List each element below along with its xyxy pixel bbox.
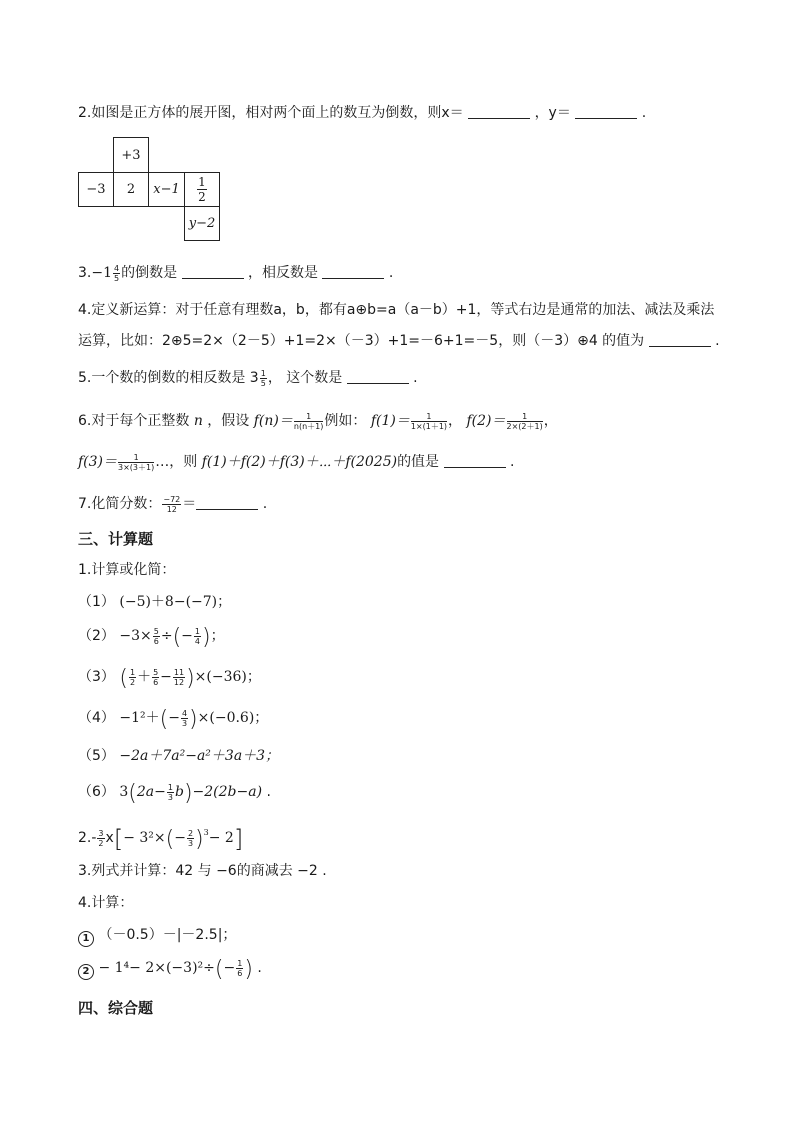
calc-1-item-4: （4） −1²＋(− $\frac{4}{3}$ )×(−0.6)； [78, 707, 269, 732]
answer-blank-q4[interactable] [649, 332, 711, 347]
answer-blank-q5[interactable] [347, 369, 409, 384]
question-7: 7.化简分数： $\frac{-72}{12}$ ＝ . [78, 494, 268, 514]
circled-number-2: 2 [78, 964, 94, 980]
net-face-bottom: y−2 [184, 206, 220, 241]
calc-3: 3.列式并计算：42 与 −6的商减去 −2 . [78, 863, 327, 879]
question-2-text-y: ，y＝ [534, 105, 571, 121]
calc-2: 2.- $\frac{3}{2}$ x[− 3²×(− $\frac{2}{3}$ )$^3$− 2] [78, 825, 244, 853]
answer-blank-opposite[interactable] [322, 264, 384, 279]
net-face-4: 1 2 [184, 172, 220, 207]
calc-1-item-5: （5） −2a＋7a²−a²＋3a＋3； [78, 748, 280, 764]
calc-4-item-2: 2 − 1⁴− 2×(−3)²÷(− $\frac{1}{6}$ ) . [78, 958, 262, 980]
net-face-2: 2 [113, 172, 149, 207]
calc-1-intro: 1.计算或化简： [78, 562, 176, 578]
net-face-3: x−1 [148, 172, 185, 207]
calc-1-item-6: （6） 3(2a− $\frac{1}{3}$ b)−2(2b−a) . [78, 781, 271, 806]
question-6-line-2: f(3)＝ $\frac{1}{3\times(3+1)}$ …，则 f(1)＋f(2)＋f(3)＋⋯＋f(2025)的值是 . [78, 452, 515, 472]
question-4-line-2: 运算，比如：2⊕5=2×（2－5）+1=2×（－3）+1=－6+1=－5，则（－3）⊕4 的值为 . [78, 333, 720, 349]
answer-blank-reciprocal[interactable] [182, 264, 244, 279]
question-4-line-1: 4.定义新运算：对于任意有理数a，b，都有a⊕b=a（a－b）+1，等式右边是通常的加法、减法及乘法 [78, 302, 715, 318]
calc-4-intro: 4.计算： [78, 895, 134, 911]
question-6-line-1: 6.对于每个正整数 n ，假设 f(n)＝ $\frac{1}{n(n+1)}$ 例如： f(1)＝ $\frac{1}{1\times(1+1)}$ ， f(2)＝ $\frac{1}{2\times(2+1)}$ ， [78, 411, 558, 431]
question-2: 2.如图是正方体的展开图，相对两个面上的数互为倒数，则x＝ ，y＝ . [78, 105, 647, 121]
calc-1-item-2: （2） −3× $\frac{5}{6}$ ÷(− $\frac{1}{4}$ )； [78, 625, 225, 650]
answer-blank-q6[interactable] [444, 453, 506, 468]
circled-number-1: 1 [78, 931, 94, 947]
answer-blank-q7[interactable] [196, 495, 258, 510]
calc-1-item-3: （3） ( $\frac{1}{2}$ ＋ $\frac{5}{6}$ − $\frac{11}{12}$ )×(−36)； [78, 666, 261, 691]
section-4-heading: 四、综合题 [78, 999, 154, 1017]
net-face-top: +3 [113, 137, 149, 173]
question-5: 5.一个数的倒数的相反数是 3 $\frac{1}{5}$ ， 这个数是 . [78, 368, 418, 388]
calc-1-item-1: （1） (−5)＋8−(−7)； [78, 594, 232, 610]
net-face-1: −3 [78, 172, 114, 207]
question-2-text: 2.如图是正方体的展开图，相对两个面上的数互为倒数，则x＝ [78, 105, 464, 121]
section-3-heading: 三、计算题 [78, 530, 154, 548]
question-3: 3.−1 $\frac{4}{5}$ 的倒数是 ，相反数是 . [78, 263, 394, 283]
answer-blank-y[interactable] [575, 104, 637, 119]
calc-4-item-1: 1 （－0.5）－|－2.5|； [78, 925, 236, 947]
answer-blank-x[interactable] [468, 104, 530, 119]
cube-net [78, 137, 220, 241]
